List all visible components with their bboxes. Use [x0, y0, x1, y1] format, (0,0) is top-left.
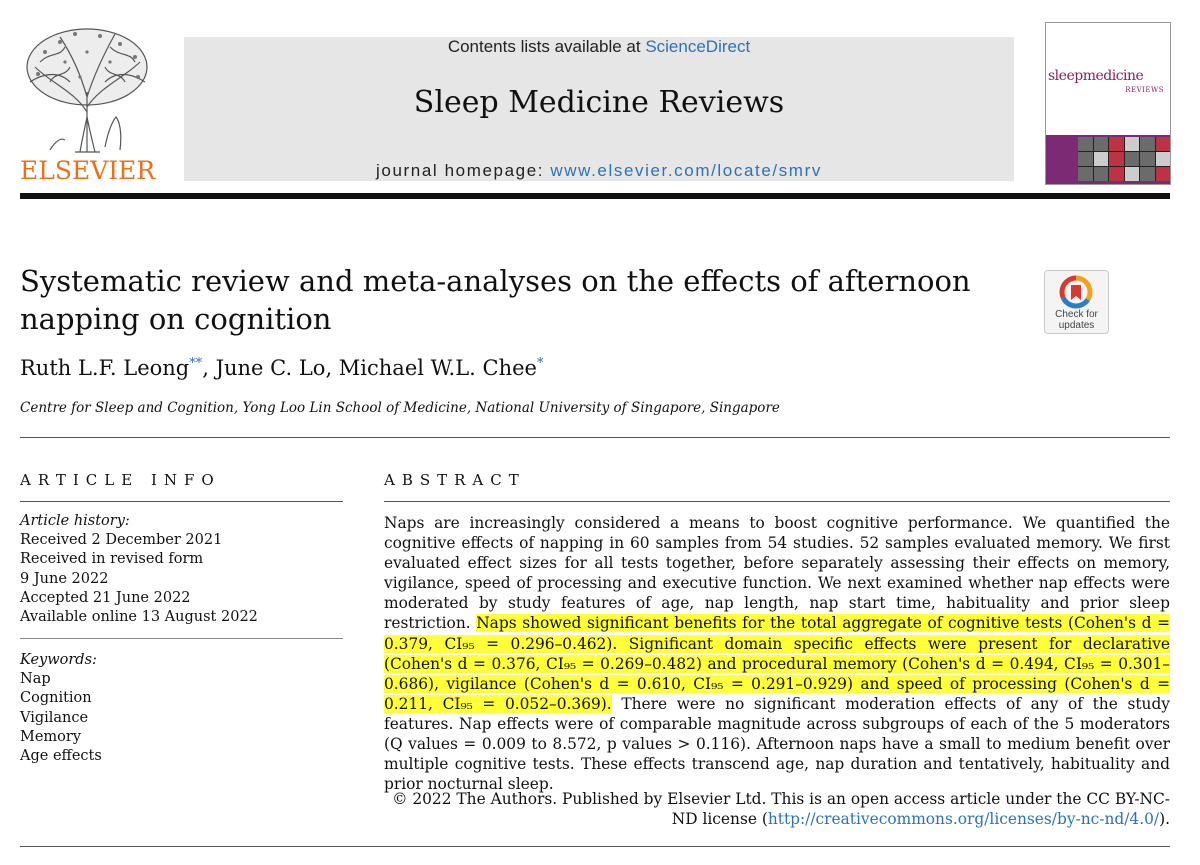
abstract-text	[384, 513, 1170, 794]
tree-icon	[20, 22, 155, 157]
keywords-divider	[20, 638, 343, 639]
author-name: Michael W.L. Chee	[338, 356, 537, 380]
keyword: Memory	[20, 728, 82, 745]
contents-prefix: Contents lists available at	[447, 37, 646, 56]
publisher-name: ELSEVIER	[20, 156, 156, 185]
check-for-updates-badge[interactable]	[1044, 270, 1109, 334]
abstract-heading: ABSTRACT	[384, 471, 526, 489]
history-item: Accepted 21 June 2022	[20, 589, 191, 606]
author-mark[interactable]: *	[536, 356, 544, 371]
check-updates-icon	[1059, 275, 1093, 309]
journal-cover	[1045, 22, 1171, 185]
author-name: Ruth L.F. Leong	[20, 356, 190, 380]
abstract-highlight: Naps showed significant benefits for the total aggregate of cognitive tests (Cohen's d = 0.379, CI₉₅ = 0.296–0.462). Significant domain specific effects were present for declarative (Cohen's d = 0.376, CI₉₅ = 0.269–0.482) and procedural memory (Cohen's d = 0.494, CI₉₅ = 0.301–0.686), vigilance (Cohen's d = 0.610, CI₉₅ = 0.291–0.929) and speed of processing (Cohen's d = 0.211, CI₉₅ = 0.052–0.369).	[384, 614, 1170, 713]
article-history	[20, 512, 258, 627]
affiliation: Centre for Sleep and Cognition, Yong Loo Lin School of Medicine, National University of Singapore, Singapore	[20, 400, 780, 416]
sciencedirect-link[interactable]: ScienceDirect	[645, 37, 751, 56]
history-item: 9 June 2022	[20, 570, 109, 587]
copyright-text: © 2022 The Authors. Published by Elsevier Ltd. This is an open access article under the CC BY-NC-ND license (	[392, 790, 1170, 829]
keywords-block	[20, 651, 102, 766]
journal-banner	[184, 37, 1014, 181]
cover-image-grid	[1078, 137, 1170, 181]
keyword: Nap	[20, 671, 51, 688]
author-mark[interactable]: **	[189, 356, 203, 371]
bottom-divider	[20, 846, 1170, 847]
article-title: Systematic review and meta-analyses on the effects of afternoon napping on cognition	[20, 264, 971, 336]
contents-line	[184, 37, 1014, 57]
check-updates-label: Check for updates	[1055, 309, 1098, 331]
history-item: Received 2 December 2021	[20, 532, 223, 549]
keyword: Vigilance	[20, 709, 89, 726]
keyword: Cognition	[20, 690, 92, 707]
journal-title: Sleep Medicine Reviews	[413, 85, 785, 120]
keywords-heading: Keywords:	[20, 652, 97, 668]
cover-subtitle: REVIEWS	[1125, 86, 1164, 94]
copyright-end: ).	[1159, 810, 1170, 829]
history-heading: Article history:	[20, 513, 130, 529]
homepage-link[interactable]: www.elsevier.com/locate/smrv	[550, 161, 822, 180]
abstract-intro: Naps are increasingly considered a means to boost cognitive performance. We quantified the cognitive effects of napping in 60 samples from 54 studies. 52 samples evaluated memory. We first evaluated effect sizes for all tests together, before separately assessing their effects on memory, vigilance, speed of processing and executive function. We next examined whether nap effects were moderated by study features of age, nap length, nap start time, habituality and prior sleep restriction.	[384, 514, 1170, 633]
history-item: Available online 13 August 2022	[20, 609, 258, 626]
article-info-heading: ARTICLE INFO	[20, 471, 221, 489]
keyword: Age effects	[20, 748, 102, 765]
history-item: Received in revised form	[20, 551, 204, 568]
cover-title: sleepmedicine	[1048, 68, 1144, 84]
abstract-conclusion: There were no significant moderation effects of any of the study features. Nap effects were of comparable magnitude across subgroups of each of the 5 moderators (Q values = 0.009 to 8.572, p values > 0.116). Afternoon naps have a small to medium benefit over multiple cognitive tests. These effects transcend age, nap duration and tentatively, habituality and prior nocturnal sleep.	[384, 694, 1171, 794]
journal-homepage	[184, 161, 1014, 181]
abstract-divider	[384, 501, 1170, 502]
author-list: Ruth L.F. Leong**, June C. Lo, Michael W.L. Chee*	[20, 356, 544, 380]
header-divider	[20, 193, 1170, 199]
article-info-divider	[20, 501, 343, 502]
title-divider	[20, 437, 1170, 438]
copyright-notice	[384, 789, 1170, 829]
author-name: June C. Lo	[215, 356, 326, 380]
homepage-prefix: journal homepage:	[376, 161, 551, 180]
license-link[interactable]: http://creativecommons.org/licenses/by-nc-nd/4.0/	[767, 810, 1160, 829]
